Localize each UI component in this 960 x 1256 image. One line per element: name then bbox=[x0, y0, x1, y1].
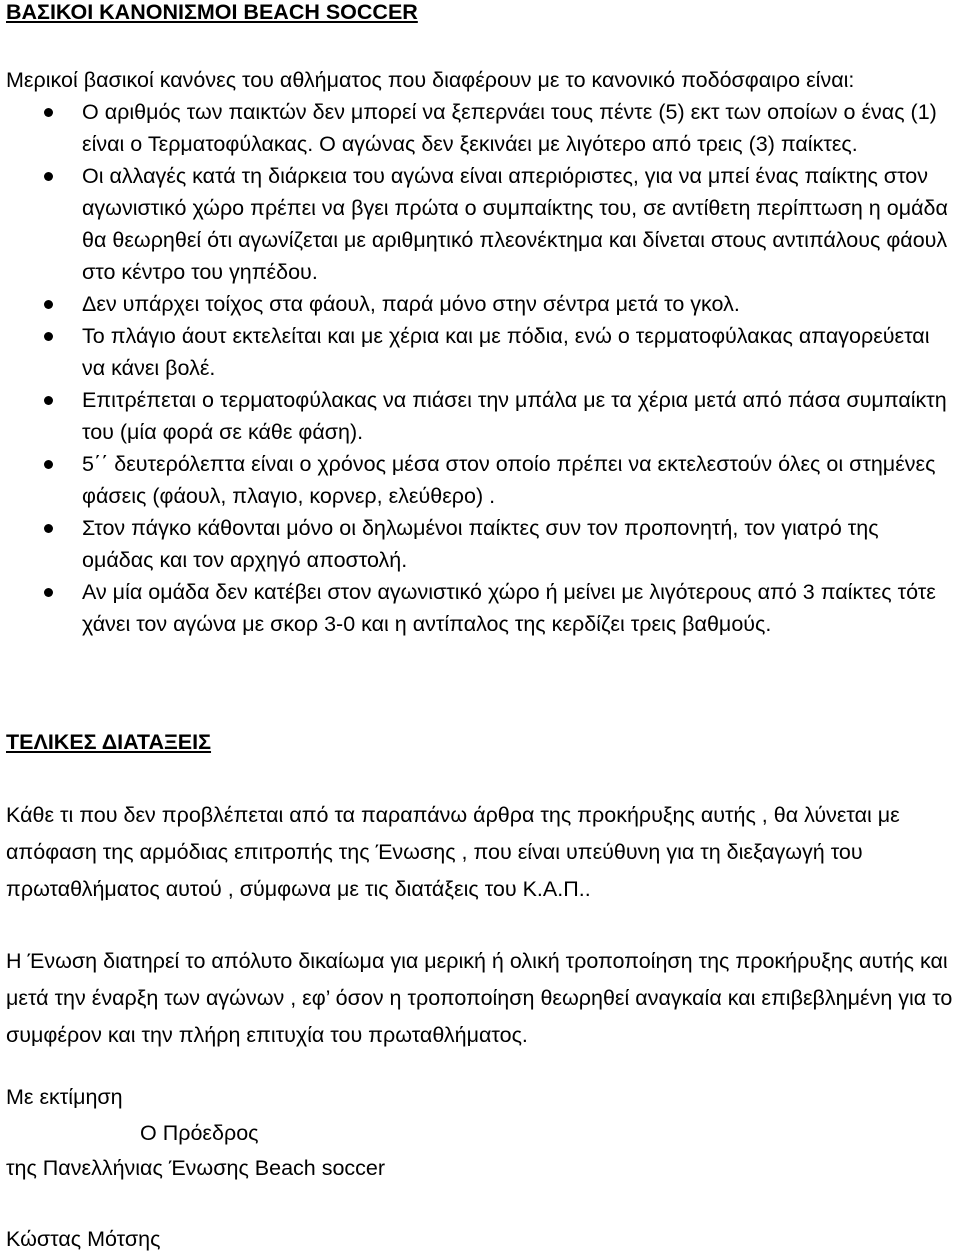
rule-text: Ο αριθμός των παικτών δεν μπορεί να ξεπερνάει τους πέντε (5) εκτ των οποίων ο ένας (1) είναι ο Τερματοφύλακας. Ο αγώνας δεν ξεκινάει με λιγότερο από τρεις (3) παίκτες. bbox=[82, 100, 937, 156]
bullet-icon bbox=[44, 332, 53, 341]
bullet-icon bbox=[44, 460, 53, 469]
final-provisions-heading: ΤΕΛΙΚΕΣ ΔΙΑΤΑΞΕΙΣ bbox=[6, 730, 212, 754]
list-item bbox=[0, 320, 960, 384]
bullet-icon bbox=[44, 588, 53, 597]
document-title: ΒΑΣΙΚΟΙ ΚΑΝΟΝΙΣΜΟΙ BEACH SOCCER bbox=[6, 0, 418, 24]
list-item bbox=[0, 96, 960, 160]
list-item bbox=[0, 288, 960, 320]
final-paragraph-1: Κάθε τι που δεν προβλέπεται από τα παραπάνω άρθρα της προκήρυξης αυτής , θα λύνεται με απόφαση της αρμόδιας επιτροπής της Ένωσης , που είναι υπεύθυνη για τη διεξαγωγή του πρωταθλήματος αυτού , σύμφωνα με τις διατάξεις του Κ.Α.Π.. bbox=[6, 803, 900, 901]
bullet-icon bbox=[44, 172, 53, 181]
list-item bbox=[0, 576, 960, 640]
rules-list bbox=[0, 96, 960, 640]
final-paragraph-2: Η Ένωση διατηρεί το απόλυτο δικαίωμα για μερική ή ολική τροποποίηση της προκήρυξης αυτής και μετά την έναρξη των αγώνων , εφ’ όσον η τροποποίηση θεωρηθεί αναγκαία και επιβεβλημένη για το συμφέρον και την πλήρη επιτυχία του πρωταθλήματος. bbox=[6, 949, 953, 1047]
bullet-icon bbox=[44, 300, 53, 309]
signer-role: Ο Πρόεδρος bbox=[140, 1121, 259, 1145]
rule-text: Αν μία ομάδα δεν κατέβει στον αγωνιστικό χώρο ή μείνει με λιγότερους από 3 παίκτες τότε χάνει τον αγώνα με σκορ 3-0 και η αντίπαλος της κερδίζει τρεις βαθμούς. bbox=[82, 580, 936, 636]
rule-text: 5΄΄ δευτερόλεπτα είναι ο χρόνος μέσα στον οποίο πρέπει να εκτελεστούν όλες οι στημένες φάσεις (φάουλ, πλαγιο, κορνερ, ελεύθερο) . bbox=[82, 452, 936, 508]
rule-text: Δεν υπάρχει τοίχος στα φάουλ, παρά μόνο στην σέντρα μετά το γκολ. bbox=[82, 292, 740, 316]
rule-text: Το πλάγιο άουτ εκτελείται και με χέρια και με πόδια, ενώ ο τερματοφύλακας απαγορεύεται να κάνει βολέ. bbox=[82, 324, 930, 380]
signer-name: Κώστας Μότσης bbox=[6, 1227, 161, 1251]
bullet-icon bbox=[44, 396, 53, 405]
list-item bbox=[0, 512, 960, 576]
list-item bbox=[0, 160, 960, 288]
rule-text: Οι αλλαγές κατά τη διάρκεια του αγώνα είναι απεριόριστες, για να μπεί ένας παίκτης στον αγωνιστικό χώρο πρέπει να βγει πρώτα ο συμπαίκτης του, σε αντίθετη περίπτωση η ομάδα θα θεωρηθεί ότι αγωνίζεται με αριθμητικό πλεονέκτημα και δίνεται στους αντιπάλους φάουλ στο κέντρο του γηπέδου. bbox=[82, 164, 948, 284]
rule-text: Επιτρέπεται ο τερματοφύλακας να πιάσει την μπάλα με τα χέρια μετά από πάσα συμπαίκτη του (μία φορά σε κάθε φάση). bbox=[82, 388, 947, 444]
bullet-icon bbox=[44, 108, 53, 117]
list-item bbox=[0, 384, 960, 448]
rule-text: Στον πάγκο κάθονται μόνο οι δηλωμένοι παίκτες συν τον προπονητή, τον γιατρό της ομάδας και τον αρχηγό αποστολή. bbox=[82, 516, 879, 572]
closing-text: Με εκτίμηση bbox=[6, 1085, 123, 1109]
intro-text: Μερικοί βασικοί κανόνες του αθλήματος που διαφέρουν με το κανονικό ποδόσφαιρο είναι: bbox=[6, 68, 855, 92]
list-item bbox=[0, 448, 960, 512]
organization-name: της Πανελλήνιας Ένωσης Beach soccer bbox=[6, 1156, 386, 1180]
bullet-icon bbox=[44, 524, 53, 533]
